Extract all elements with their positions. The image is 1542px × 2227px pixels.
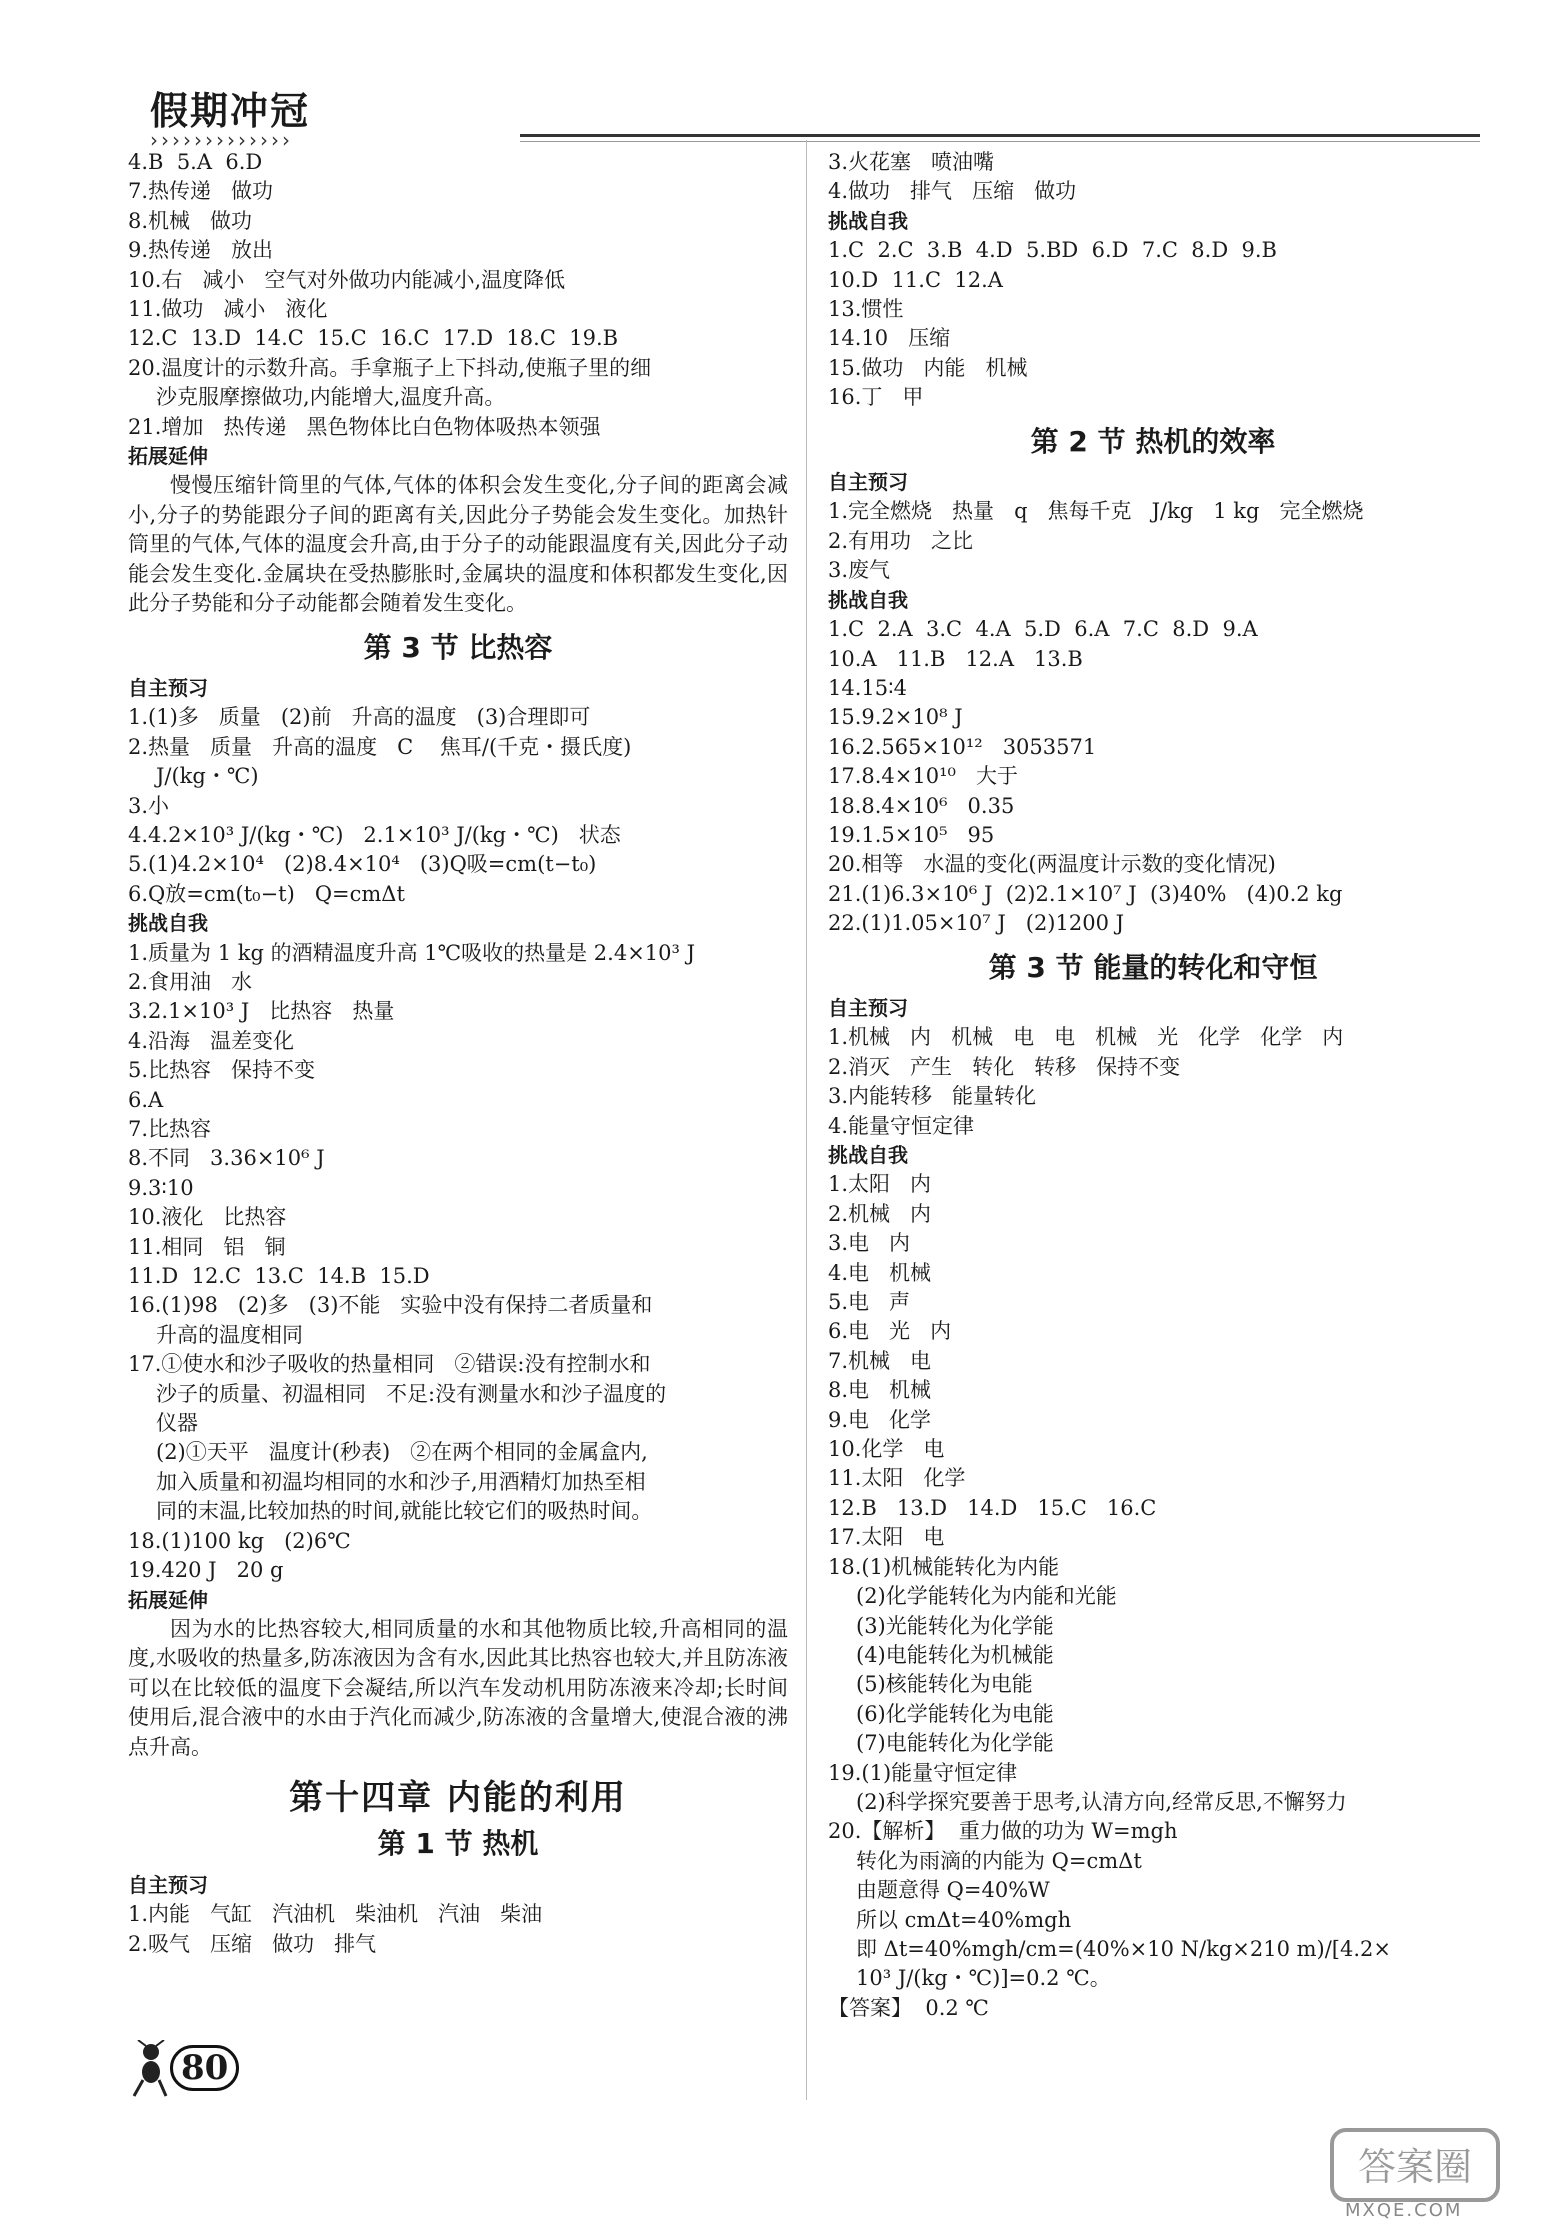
answer-line: 2.消灭 产生 转化 转移 保持不变: [828, 1054, 1181, 1079]
answer-line: 10.D 11.C 12.A: [828, 267, 1003, 292]
answer-line: 18.8.4×10⁶ 0.35: [828, 793, 1015, 818]
answer-line: 21.(1)6.3×10⁶ J (2)2.1×10⁷ J (3)40% (4)0.2 kg: [828, 881, 1343, 906]
answer-line: 4.电 机械: [828, 1260, 932, 1285]
answer-line: 3.内能转移 能量转化: [828, 1084, 1037, 1109]
answer-line: (6)化学能转化为电能: [856, 1701, 1054, 1726]
page-number: 80: [170, 2045, 239, 2091]
answer-line: 即 Δt=40%mgh/cm=(40%×10 N/kg×210 m)/[4.2×: [856, 1936, 1391, 1961]
answer-line: 【答案】 0.2 ℃: [828, 1995, 989, 2020]
answer-line: 16.丁 甲: [828, 385, 924, 410]
page-header: [150, 70, 1480, 152]
answer-line: 7.热传递 做功: [128, 179, 274, 204]
left-column: [128, 148, 788, 1959]
answer-line: 10.右 减小 空气对外做功内能减小,温度降低: [128, 267, 566, 292]
answer-line: (7)电能转化为化学能: [856, 1731, 1054, 1756]
section-title: 第 3 节 比热容: [363, 630, 553, 664]
answer-line: 9.热传递 放出: [128, 238, 274, 263]
answer-line: 12.C 13.D 14.C 15.C 16.C 17.D 18.C 19.B: [128, 326, 619, 351]
subsection-label: 自主预习: [828, 470, 908, 495]
watermark-logo-icon: [1330, 2120, 1500, 2210]
answer-line: 1.质量为 1 kg 的酒精温度升高 1℃吸收的热量是 2.4×10³ J: [128, 940, 696, 965]
header-chevrons: ›››››››››››››: [150, 128, 293, 152]
answer-line: 8.不同 3.36×10⁶ J: [128, 1146, 325, 1171]
answer-line: 5.(1)4.2×10⁴ (2)8.4×10⁴ (3)Q吸=cm(t−t₀): [128, 852, 597, 877]
answer-line: 16.(1)98 (2)多 (3)不能 实验中没有保持二者质量和: [128, 1293, 653, 1318]
answer-line: 2.食用油 水: [128, 969, 253, 994]
answer-line: 1.(1)多 质量 (2)前 升高的温度 (3)合理即可: [128, 705, 591, 730]
answer-line: 由题意得 Q=40%W: [856, 1878, 1050, 1903]
answer-line: 20.【解析】 重力做的功为 W=mgh: [828, 1819, 1178, 1844]
answer-line: 8.电 机械: [828, 1378, 932, 1403]
right-column: [828, 148, 1478, 2023]
answer-line: 沙子的质量、初温相同 不足:没有测量水和沙子温度的: [156, 1381, 667, 1406]
answer-line: 12.B 13.D 14.D 15.C 16.C: [828, 1495, 1157, 1520]
answer-line: 11.相同 铝 铜: [128, 1234, 286, 1259]
section-title: 第 2 节 热机的效率: [1030, 424, 1276, 458]
answer-line: 19.420 J 20 g: [128, 1558, 284, 1583]
subsection-label: 拓展延伸: [128, 444, 208, 469]
answer-line: 15.做功 内能 机械: [828, 355, 1028, 380]
answer-line: 11.做功 减小 液化: [128, 297, 328, 322]
answer-line: 7.机械 电: [828, 1348, 932, 1373]
subsection-label: 挑战自我: [828, 1143, 908, 1167]
answer-line: 20.温度计的示数升高。手拿瓶子上下抖动,使瓶子里的细: [128, 355, 652, 380]
answer-line: 升高的温度相同: [156, 1322, 303, 1347]
answer-line: 3.火花塞 喷油嘴: [828, 150, 995, 174]
answer-line: 2.机械 内: [828, 1201, 932, 1226]
answer-line: (2)科学探究要善于思考,认清方向,经常反思,不懈努力: [856, 1789, 1347, 1814]
chapter-title: 第十四章 内能的利用: [289, 1777, 627, 1818]
subsection-label: 拓展延伸: [128, 1587, 208, 1612]
answer-line: 18.(1)100 kg (2)6℃: [128, 1528, 351, 1553]
section-title: 第 1 节 热机: [377, 1827, 539, 1861]
answer-line: 14.10 压缩: [828, 326, 951, 351]
answer-line: 17.8.4×10¹⁰ 大于: [828, 764, 1018, 789]
ant-mascot-icon: [128, 2040, 174, 2100]
subsection-label: 挑战自我: [828, 587, 908, 612]
answer-line: 19.1.5×10⁵ 95: [828, 822, 995, 847]
answer-line: 10.化学 电: [828, 1437, 945, 1462]
answer-line: 22.(1)1.05×10⁷ J (2)1200 J: [828, 911, 1125, 936]
answer-line: 4.4.2×10³ J/(kg・℃) 2.1×10³ J/(kg・℃) 状态: [128, 822, 621, 847]
answer-line: 5.电 声: [828, 1290, 911, 1315]
answer-line: 4.沿海 温差变化: [128, 1028, 295, 1053]
answer-line: 3.小: [128, 793, 170, 818]
answer-line: 20.相等 水温的变化(两温度计示数的变化情况): [828, 852, 1276, 877]
answer-line: 19.(1)能量守恒定律: [828, 1760, 1018, 1785]
answer-line: 转化为雨滴的内能为 Q=cmΔt: [856, 1848, 1142, 1873]
answer-line: 3.电 内: [828, 1231, 911, 1256]
answer-line: 8.机械 做功: [128, 208, 253, 233]
answer-line: 7.比热容: [128, 1117, 212, 1141]
answer-line: (2)①天平 温度计(秒表) ②在两个相同的金属盒内,: [156, 1440, 648, 1465]
subsection-label: 自主预习: [128, 1872, 208, 1897]
answer-line: 1.完全燃烧 热量 q 焦每千克 J/kg 1 kg 完全燃烧: [828, 499, 1364, 524]
answer-line: 所以 cmΔt=40%mgh: [856, 1907, 1072, 1932]
answer-line: 11.D 12.C 13.C 14.B 15.D: [128, 1264, 430, 1289]
answer-line: 4.做功 排气 压缩 做功: [828, 179, 1077, 204]
answer-line: 3.废气: [828, 558, 891, 583]
answer-line: 14.15∶4: [828, 675, 907, 700]
answer-line: 1.C 2.C 3.B 4.D 5.BD 6.D 7.C 8.D 9.B: [828, 238, 1277, 263]
answer-line: 4.能量守恒定律: [828, 1113, 975, 1138]
answer-line: 2.热量 质量 升高的温度 C 焦耳/(千克・摄氏度): [128, 734, 632, 759]
answer-line: (5)核能转化为电能: [856, 1672, 1033, 1697]
subsection-label: 自主预习: [128, 675, 208, 700]
watermark-logo-text: 答案圈: [1357, 2145, 1473, 2189]
answer-line: (3)光能转化为化学能: [856, 1613, 1054, 1638]
answer-line: 6.A: [128, 1087, 164, 1112]
answer-line: 1.C 2.A 3.C 4.A 5.D 6.A 7.C 8.D 9.A: [828, 617, 1258, 642]
section-title: 第 3 节 能量的转化和守恒: [988, 950, 1318, 984]
answer-line: 1.太阳 内: [828, 1172, 932, 1197]
answer-line: (2)化学能转化为内能和光能: [856, 1584, 1117, 1609]
answer-line: 9.3∶10: [128, 1175, 194, 1200]
answer-line: 17.太阳 电: [828, 1525, 945, 1550]
answer-line: 21.增加 热传递 黑色物体比白色物体吸热本领强: [128, 414, 601, 439]
answer-line: 6.电 光 内: [828, 1319, 952, 1344]
answer-line: 2.吸气 压缩 做功 排气: [128, 1931, 377, 1956]
answer-line: 3.2.1×10³ J 比热容 热量: [128, 999, 395, 1024]
answer-line: 18.(1)机械能转化为内能: [828, 1554, 1060, 1579]
answer-line: 6.Q放=cm(t₀−t) Q=cmΔt: [128, 881, 405, 906]
answer-line: 17.①使水和沙子吸收的热量相同 ②错误:没有控制水和: [128, 1352, 651, 1377]
answer-line: 加入质量和初温均相同的水和沙子,用酒精灯加热至相: [156, 1469, 646, 1494]
header-rule: [520, 134, 1480, 142]
column-divider: [806, 140, 807, 2100]
answer-line: (4)电能转化为机械能: [856, 1642, 1054, 1667]
answer-line: 5.比热容 保持不变: [128, 1058, 316, 1083]
answer-line: 同的末温,比较加热的时间,就能比较它们的吸热时间。: [156, 1499, 653, 1524]
answer-line: 9.电 化学: [828, 1407, 932, 1432]
answer-line: 1.内能 气缸 汽油机 柴油机 汽油 柴油: [128, 1902, 543, 1927]
brand-title: 假期冲冠: [150, 89, 311, 133]
answer-line: 10.A 11.B 12.A 13.B: [828, 646, 1083, 671]
answer-line: 1.机械 内 机械 电 电 机械 光 化学 化学 内: [828, 1025, 1344, 1050]
answer-line: 2.有用功 之比: [828, 528, 974, 553]
watermark-url: MXQE.COM: [1345, 2200, 1463, 2221]
subsection-label: 挑战自我: [128, 911, 208, 936]
explanation-paragraph: 因为水的比热容较大,相同质量的水和其他物质比较,升高相同的温度,水吸收的热量多,防冻液因为含有水,因此其比热容也较大,并且防冻液可以在比较低的温度下会凝结,所以汽车发动机用防冻液来冷却;长时间使用后,混合液中的水由于汽化而减少,防冻液的含量增大,使混合液的沸点升高。: [128, 1616, 788, 1759]
explanation-paragraph: 慢慢压缩针筒里的气体,气体的体积会发生变化,分子间的距离会减小,分子的势能跟分子间的距离有关,因此分子势能会发生变化。加热针筒里的气体,气体的温度会升高,由于分子的动能跟温度有关,因此分子动能会发生变化.金属块在受热膨胀时,金属块的温度和体积都发生变化,因此分子势能和分子动能都会随着发生变化。: [128, 473, 788, 616]
answer-line: 16.2.565×10¹² 3053571: [828, 734, 1097, 759]
answer-line: 4.B 5.A 6.D: [128, 150, 263, 174]
answer-line: 15.9.2×10⁸ J: [828, 705, 963, 730]
answer-line: 11.太阳 化学: [828, 1466, 966, 1491]
subsection-label: 挑战自我: [828, 208, 908, 233]
answer-line: 13.惯性: [828, 297, 904, 322]
subsection-label: 自主预习: [828, 995, 908, 1020]
answer-line: J/(kg・℃): [156, 764, 259, 789]
answer-line: 10³ J/(kg・℃)]=0.2 ℃。: [856, 1966, 1111, 1991]
answer-line: 仪器: [156, 1411, 198, 1436]
answer-line: 沙克服摩擦做功,内能增大,温度升高。: [156, 385, 506, 410]
answer-line: 10.液化 比热容: [128, 1205, 287, 1230]
